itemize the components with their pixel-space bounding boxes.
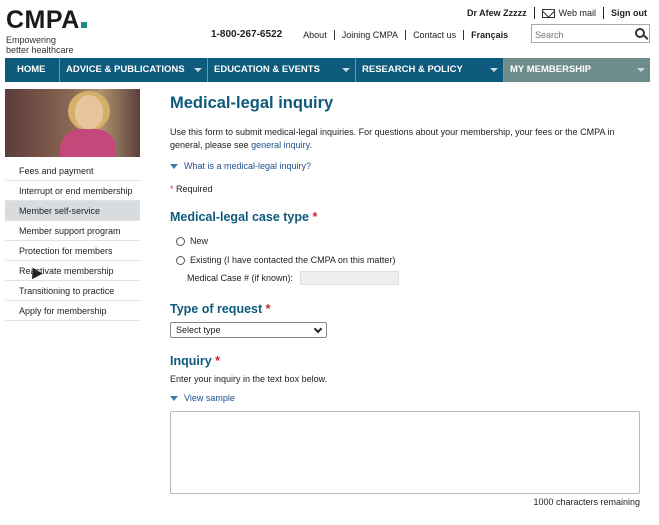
triangle-down-icon (170, 396, 178, 401)
request-type-heading (170, 302, 645, 316)
request-type-value: Select type (176, 325, 221, 335)
chevron-down-icon (314, 324, 322, 332)
sidebar-item-protection[interactable]: Protection for members (5, 241, 140, 261)
divider (603, 7, 604, 19)
required-note (170, 184, 645, 194)
sidebar-item-transitioning[interactable]: Transitioning to practice (5, 281, 140, 301)
radio-new[interactable] (176, 237, 185, 246)
case-type-existing-option[interactable] (176, 255, 645, 265)
search-input[interactable] (532, 27, 627, 44)
nav-advice-label: ADVICE & PUBLICATIONS (66, 64, 185, 75)
radio-new-label: New (190, 236, 209, 246)
case-type-heading (170, 210, 645, 224)
required-star: * (170, 184, 174, 194)
logo-tagline-2: better healthcare (6, 45, 74, 55)
sidebar-item-interrupt-membership[interactable]: Interrupt or end membership (5, 181, 140, 201)
nav-home-label: HOME (17, 64, 46, 75)
user-name[interactable]: Dr Afew Zzzzz (466, 8, 527, 18)
signout-link[interactable]: Sign out (611, 8, 647, 18)
sidebar-item-member-self-service[interactable]: Member self-service (5, 201, 140, 221)
view-sample-label: View sample (184, 393, 235, 403)
chevron-down-icon (194, 68, 202, 72)
view-sample-toggle[interactable] (170, 393, 645, 403)
account-links (467, 7, 647, 19)
language-toggle-link[interactable]: Français (471, 29, 509, 40)
case-type-new-option[interactable] (176, 236, 645, 246)
inquiry-heading (170, 354, 645, 368)
required-star: * (265, 302, 271, 316)
photo-face (75, 95, 103, 129)
sidebar-menu (5, 161, 140, 321)
logo-tagline-1: Empowering (6, 35, 57, 45)
what-is-inquiry-label: What is a medical-legal inquiry? (184, 161, 312, 171)
sidebar-item-member-support[interactable]: Member support program (5, 221, 140, 241)
radio-existing[interactable] (176, 256, 185, 265)
utility-links (211, 29, 515, 40)
required-note-text: Required (173, 184, 213, 194)
cmpa-logo[interactable] (6, 8, 87, 55)
radio-existing-label: Existing (I have contacted the CMPA on this matter) (190, 255, 396, 265)
chevron-down-icon (342, 68, 350, 72)
triangle-down-icon (170, 164, 178, 169)
inquiry-instructions: Enter your inquiry in the text box below. (170, 374, 328, 384)
photo-body (60, 129, 116, 157)
main-nav (5, 58, 650, 82)
nav-my-membership[interactable] (504, 58, 650, 82)
intro-text: Use this form to submit medical-legal inquiries. For questions about your membership, your fees or the CMPA in general, please see (170, 127, 615, 150)
chevron-down-icon (490, 68, 498, 72)
sidebar-item-fees-payment[interactable]: Fees and payment (5, 161, 140, 181)
nav-education-label: EDUCATION & EVENTS (214, 64, 320, 75)
request-type-select[interactable] (170, 322, 327, 338)
contact-us-link[interactable]: Contact us (406, 30, 464, 40)
joining-cmpa-link[interactable]: Joining CMPA (335, 30, 406, 40)
characters-remaining: 1000 characters remaining (533, 497, 640, 507)
case-number-label: Medical Case # (if known): (187, 273, 294, 283)
intro-paragraph (170, 126, 642, 152)
inquiry-heading-text: Inquiry (170, 354, 212, 368)
phone-number: 1-800-267-6522 (211, 29, 283, 40)
case-number-row (187, 271, 645, 285)
general-inquiry-link[interactable]: general inquiry (251, 140, 310, 150)
logo-dot (81, 22, 87, 28)
sidebar-item-apply[interactable]: Apply for membership (5, 301, 140, 321)
mail-icon[interactable] (542, 9, 555, 18)
request-type-heading-text: Type of request (170, 302, 263, 316)
case-number-input[interactable] (300, 271, 399, 285)
sidebar-item-reactivate[interactable]: Reactivate membership (5, 261, 140, 281)
nav-education-events[interactable] (208, 58, 356, 82)
intro-end: . (309, 140, 312, 150)
inquiry-textarea[interactable] (170, 411, 640, 494)
what-is-inquiry-toggle[interactable] (170, 161, 645, 171)
nav-advice-publications[interactable] (60, 58, 208, 82)
webmail-link[interactable]: Web mail (558, 8, 596, 18)
nav-research-policy[interactable] (356, 58, 504, 82)
required-star: * (312, 210, 318, 224)
case-type-heading-text: Medical-legal case type (170, 210, 309, 224)
about-link[interactable]: About (296, 30, 335, 40)
search-icon[interactable] (635, 28, 645, 38)
logo-text: CMPA (6, 6, 80, 34)
nav-membership-label: MY MEMBERSHIP (510, 64, 592, 75)
nav-home[interactable] (5, 58, 60, 82)
search-box (531, 24, 650, 43)
page-title: Medical-legal inquiry (170, 94, 334, 112)
divider (534, 7, 535, 19)
nav-research-label: RESEARCH & POLICY (362, 64, 463, 75)
required-star: * (215, 354, 221, 368)
member-photo (5, 89, 140, 157)
chevron-down-icon (637, 68, 645, 72)
main-content (170, 94, 645, 507)
